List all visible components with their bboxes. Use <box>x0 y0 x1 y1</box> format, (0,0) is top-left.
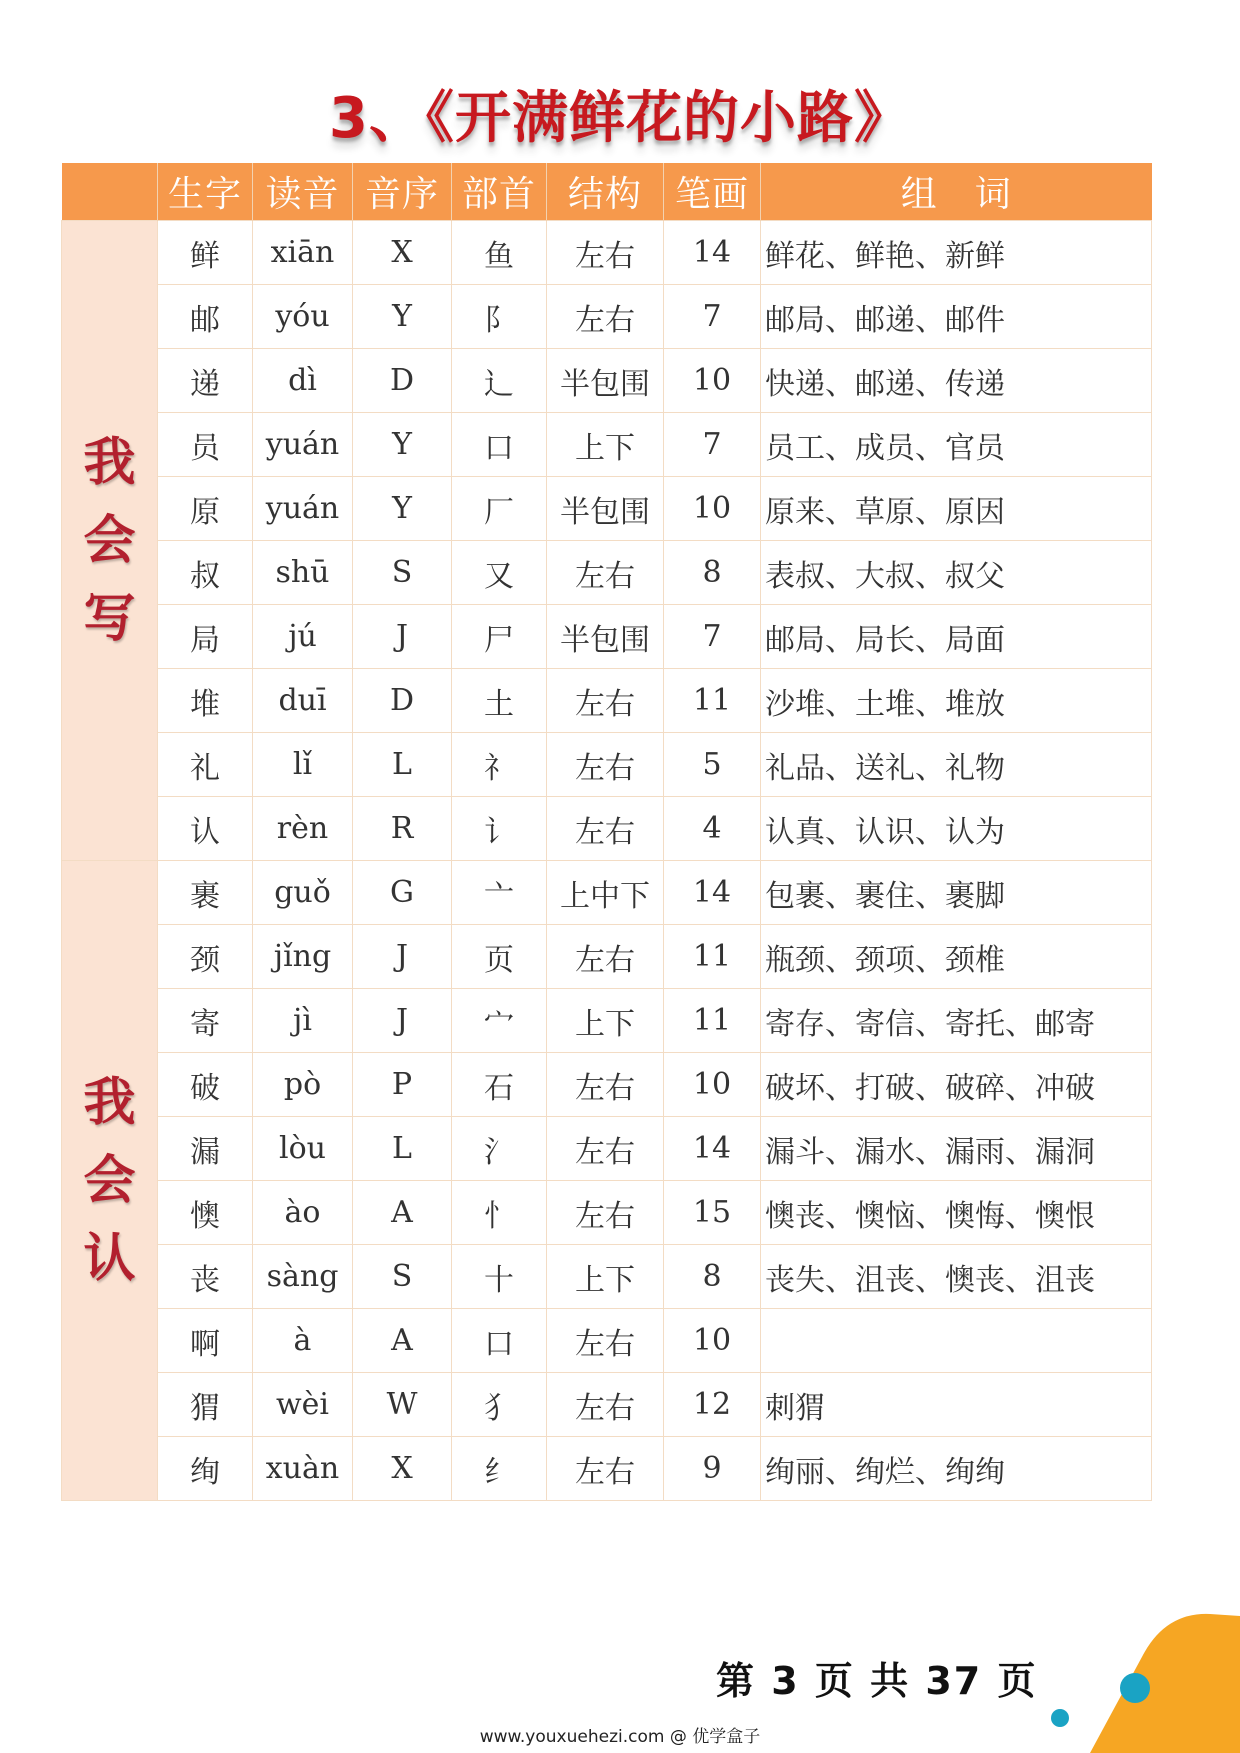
cell-initial: Y <box>353 413 452 477</box>
cell-initial: X <box>353 1437 452 1501</box>
cell-pinyin: ào <box>253 1181 353 1245</box>
cell-character: 破 <box>158 1053 253 1117</box>
cell-structure: 左右 <box>547 1181 664 1245</box>
cell-words: 邮局、邮递、邮件 <box>761 285 1152 349</box>
cell-structure: 左右 <box>547 1053 664 1117</box>
cell-initial: J <box>353 605 452 669</box>
cell-pinyin: rèn <box>253 797 353 861</box>
cell-initial: Y <box>353 477 452 541</box>
page-number: 第 3 页 共 37 页 <box>716 1659 1038 1703</box>
header-strokes: 笔画 <box>664 163 761 221</box>
cell-strokes: 15 <box>664 1181 761 1245</box>
cell-character: 叔 <box>158 541 253 605</box>
cell-initial: W <box>353 1373 452 1437</box>
cell-initial: P <box>353 1053 452 1117</box>
cell-strokes: 14 <box>664 221 761 285</box>
cell-strokes: 11 <box>664 989 761 1053</box>
cell-strokes: 5 <box>664 733 761 797</box>
cell-strokes: 8 <box>664 541 761 605</box>
cell-initial: L <box>353 733 452 797</box>
cell-strokes: 10 <box>664 477 761 541</box>
cell-radical: 十 <box>452 1245 547 1309</box>
cell-strokes: 14 <box>664 1117 761 1181</box>
cell-structure: 左右 <box>547 669 664 733</box>
footer-url: www.youxuehezi.com @ 优学盒子 <box>479 1727 761 1747</box>
cell-character: 丧 <box>158 1245 253 1309</box>
cell-words: 懊丧、懊恼、懊悔、懊恨 <box>761 1181 1152 1245</box>
cell-character: 裹 <box>158 861 253 925</box>
cell-radical: 又 <box>452 541 547 605</box>
cell-radical: 土 <box>452 669 547 733</box>
cell-pinyin: yuán <box>253 477 353 541</box>
cell-words: 认真、认识、认为 <box>761 797 1152 861</box>
cell-character: 递 <box>158 349 253 413</box>
cell-structure: 上下 <box>547 413 664 477</box>
cell-initial: L <box>353 1117 452 1181</box>
cell-strokes: 7 <box>664 413 761 477</box>
cell-initial: X <box>353 221 452 285</box>
cell-structure: 半包围 <box>547 349 664 413</box>
cell-initial: D <box>353 349 452 413</box>
cell-pinyin: pò <box>253 1053 353 1117</box>
cell-structure: 半包围 <box>547 477 664 541</box>
cell-initial: A <box>353 1309 452 1373</box>
cell-words: 寄存、寄信、寄托、邮寄 <box>761 989 1152 1053</box>
cell-strokes: 10 <box>664 349 761 413</box>
header-radical: 部首 <box>452 163 547 221</box>
cell-pinyin: lòu <box>253 1117 353 1181</box>
cell-structure: 左右 <box>547 1437 664 1501</box>
header-structure: 结构 <box>547 163 664 221</box>
cell-character: 懊 <box>158 1181 253 1245</box>
cell-words: 员工、成员、官员 <box>761 413 1152 477</box>
cell-character: 原 <box>158 477 253 541</box>
cell-pinyin: dì <box>253 349 353 413</box>
teal-dot-large <box>1120 1673 1150 1703</box>
cell-structure: 上下 <box>547 989 664 1053</box>
cell-character: 绚 <box>158 1437 253 1501</box>
cell-pinyin: lǐ <box>253 733 353 797</box>
header-words: 组 词 <box>761 163 1152 221</box>
cell-initial: A <box>353 1181 452 1245</box>
cell-words: 包裹、裹住、裹脚 <box>761 861 1152 925</box>
page-title: 3、《开满鲜花的小路》 <box>329 86 911 151</box>
cell-character: 漏 <box>158 1117 253 1181</box>
cell-pinyin: yóu <box>253 285 353 349</box>
cell-initial: J <box>353 989 452 1053</box>
cell-strokes: 7 <box>664 605 761 669</box>
cell-structure: 上中下 <box>547 861 664 925</box>
cell-words: 丧失、沮丧、懊丧、沮丧 <box>761 1245 1152 1309</box>
cell-radical: 宀 <box>452 989 547 1053</box>
cell-pinyin: jì <box>253 989 353 1053</box>
cell-radical: 页 <box>452 925 547 989</box>
cell-radical: 礻 <box>452 733 547 797</box>
group-label-text: 我会认 <box>83 1072 136 1289</box>
cell-radical: 阝 <box>452 285 547 349</box>
cell-pinyin: shū <box>253 541 353 605</box>
cell-pinyin: jǐng <box>253 925 353 989</box>
cell-words: 沙堆、土堆、堆放 <box>761 669 1152 733</box>
cell-radical: 纟 <box>452 1437 547 1501</box>
cell-radical: 辶 <box>452 349 547 413</box>
cell-structure: 左右 <box>547 285 664 349</box>
cell-strokes: 4 <box>664 797 761 861</box>
cell-initial: S <box>353 541 452 605</box>
cell-words: 原来、草原、原因 <box>761 477 1152 541</box>
cell-structure: 左右 <box>547 1373 664 1437</box>
cell-words: 礼品、送礼、礼物 <box>761 733 1152 797</box>
group-label-text: 我会写 <box>83 432 136 649</box>
cell-structure: 左右 <box>547 733 664 797</box>
cell-character: 员 <box>158 413 253 477</box>
cell-words: 瓶颈、颈项、颈椎 <box>761 925 1152 989</box>
cell-pinyin: jú <box>253 605 353 669</box>
cell-radical: 讠 <box>452 797 547 861</box>
cell-character: 认 <box>158 797 253 861</box>
cell-initial: J <box>353 925 452 989</box>
cell-pinyin: duī <box>253 669 353 733</box>
cell-strokes: 11 <box>664 669 761 733</box>
cell-strokes: 8 <box>664 1245 761 1309</box>
cell-structure: 左右 <box>547 541 664 605</box>
cell-pinyin: sàng <box>253 1245 353 1309</box>
cell-initial: S <box>353 1245 452 1309</box>
cell-words: 表叔、大叔、叔父 <box>761 541 1152 605</box>
cell-character: 邮 <box>158 285 253 349</box>
cell-words: 鲜花、鲜艳、新鲜 <box>761 221 1152 285</box>
cell-initial: Y <box>353 285 452 349</box>
cell-pinyin: xuàn <box>253 1437 353 1501</box>
header-character: 生字 <box>158 163 253 221</box>
cell-initial: R <box>353 797 452 861</box>
cell-radical: 鱼 <box>452 221 547 285</box>
cell-radical: 忄 <box>452 1181 547 1245</box>
cell-structure: 左右 <box>547 1117 664 1181</box>
cell-character: 啊 <box>158 1309 253 1373</box>
cell-character: 礼 <box>158 733 253 797</box>
cell-pinyin: guǒ <box>253 861 353 925</box>
cell-strokes: 12 <box>664 1373 761 1437</box>
cell-character: 局 <box>158 605 253 669</box>
cell-strokes: 10 <box>664 1053 761 1117</box>
cell-structure: 半包围 <box>547 605 664 669</box>
header-initial: 音序 <box>353 163 452 221</box>
cell-initial: D <box>353 669 452 733</box>
cell-character: 颈 <box>158 925 253 989</box>
cell-strokes: 14 <box>664 861 761 925</box>
cell-radical: 犭 <box>452 1373 547 1437</box>
cell-words: 破坏、打破、破碎、冲破 <box>761 1053 1152 1117</box>
cell-character: 寄 <box>158 989 253 1053</box>
cell-structure: 上下 <box>547 1245 664 1309</box>
cell-character: 鲜 <box>158 221 253 285</box>
cell-strokes: 7 <box>664 285 761 349</box>
cell-radical: 厂 <box>452 477 547 541</box>
cell-pinyin: yuán <box>253 413 353 477</box>
cell-radical: 石 <box>452 1053 547 1117</box>
teal-dot-small <box>1051 1709 1069 1727</box>
cell-words: 刺猬 <box>761 1373 1152 1437</box>
cell-radical: 亠 <box>452 861 547 925</box>
cell-radical: 尸 <box>452 605 547 669</box>
cell-radical: 口 <box>452 1309 547 1373</box>
cell-pinyin: xiān <box>253 221 353 285</box>
cell-structure: 左右 <box>547 221 664 285</box>
cell-radical: 氵 <box>452 1117 547 1181</box>
cell-radical: 口 <box>452 413 547 477</box>
cell-structure: 左右 <box>547 797 664 861</box>
cell-pinyin: wèi <box>253 1373 353 1437</box>
header-pinyin: 读音 <box>253 163 353 221</box>
cell-character: 堆 <box>158 669 253 733</box>
cell-words: 快递、邮递、传递 <box>761 349 1152 413</box>
cell-words: 邮局、局长、局面 <box>761 605 1152 669</box>
cell-strokes: 10 <box>664 1309 761 1373</box>
cell-strokes: 9 <box>664 1437 761 1501</box>
cell-pinyin: à <box>253 1309 353 1373</box>
cell-initial: G <box>353 861 452 925</box>
orange-corner-shape <box>1090 1614 1240 1753</box>
cell-structure: 左右 <box>547 1309 664 1373</box>
cell-words: 漏斗、漏水、漏雨、漏洞 <box>761 1117 1152 1181</box>
cell-words: 绚丽、绚烂、绚绚 <box>761 1437 1152 1501</box>
cell-character: 猬 <box>158 1373 253 1437</box>
cell-structure: 左右 <box>547 925 664 989</box>
cell-strokes: 11 <box>664 925 761 989</box>
